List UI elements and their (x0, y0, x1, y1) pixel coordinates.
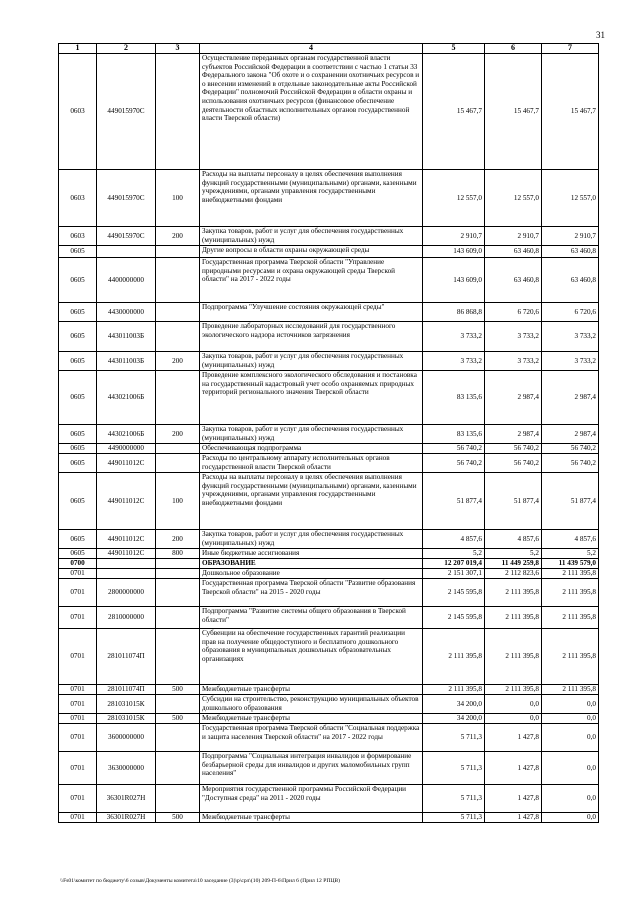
table-row (59, 454, 599, 473)
amount-year1-cell: 83 135,6 (423, 371, 485, 425)
amount-year1-cell: 2 151 307,1 (423, 569, 485, 579)
amount-year2-cell: 2 111 395,8 (485, 685, 542, 695)
item-name-cell: Другие вопросы в области охраны окружающей среды (200, 246, 423, 258)
amount-year1-cell: 3 733,2 (423, 352, 485, 371)
section-code-cell: 0605 (59, 246, 97, 258)
amount-year1-cell: 12 207 019,4 (423, 559, 485, 569)
column-header: 3 (156, 44, 200, 54)
target-article-cell: 449011012С (97, 549, 156, 559)
amount-year2-cell: 2 111 395,8 (485, 607, 542, 629)
section-code-cell: 0701 (59, 695, 97, 714)
table-row (59, 559, 599, 569)
item-name-cell: Дошкольное образование (200, 569, 423, 579)
amount-year2-cell: 2 987,4 (485, 371, 542, 425)
expense-type-cell: 800 (156, 549, 200, 559)
amount-year2-cell: 12 557,0 (485, 170, 542, 227)
amount-year3-cell: 5,2 (542, 549, 599, 559)
item-name-cell: Мероприятия государственной программы Российской Федерации "Доступная среда" на 2011 - 2020 годы (200, 785, 423, 813)
item-name-cell: Закупка товаров, работ и услуг для обеспечения государственных (муниципальных) нужд (200, 425, 423, 444)
amount-year3-cell: 56 740,2 (542, 454, 599, 473)
amount-year3-cell: 2 910,7 (542, 227, 599, 246)
target-article-cell: 449011012С (97, 473, 156, 530)
table-row (59, 607, 599, 629)
amount-year1-cell: 12 557,0 (423, 170, 485, 227)
section-code-cell: 0701 (59, 685, 97, 695)
section-code-cell: 0701 (59, 569, 97, 579)
amount-year3-cell: 6 720,6 (542, 303, 599, 322)
target-article-cell: 443011003Б (97, 322, 156, 352)
table-row (59, 569, 599, 579)
amount-year2-cell: 56 740,2 (485, 454, 542, 473)
expense-type-cell (156, 559, 200, 569)
amount-year3-cell: 2 987,4 (542, 425, 599, 444)
amount-year1-cell: 5 711,3 (423, 752, 485, 785)
expense-type-cell: 100 (156, 473, 200, 530)
amount-year2-cell: 2 987,4 (485, 425, 542, 444)
table-row (59, 227, 599, 246)
section-code-cell: 0701 (59, 579, 97, 607)
target-article-cell: 281031015К (97, 714, 156, 724)
section-code-cell: 0700 (59, 559, 97, 569)
table-row (59, 54, 599, 170)
expense-type-cell (156, 607, 200, 629)
amount-year2-cell: 1 427,8 (485, 813, 542, 823)
amount-year2-cell: 1 427,8 (485, 785, 542, 813)
target-article-cell: 449011012С (97, 454, 156, 473)
expense-type-cell: 200 (156, 227, 200, 246)
expense-type-cell (156, 444, 200, 454)
section-code-cell: 0701 (59, 714, 97, 724)
expense-type-cell: 200 (156, 352, 200, 371)
expense-type-cell: 100 (156, 170, 200, 227)
amount-year3-cell: 63 460,8 (542, 258, 599, 303)
expense-type-cell: 500 (156, 714, 200, 724)
target-article-cell: 449015970С (97, 170, 156, 227)
target-article-cell (97, 559, 156, 569)
column-header: 6 (485, 44, 542, 54)
expense-type-cell: 200 (156, 425, 200, 444)
amount-year1-cell: 2 111 395,8 (423, 685, 485, 695)
section-code-cell: 0605 (59, 352, 97, 371)
amount-year1-cell: 2 111 395,8 (423, 629, 485, 685)
section-code-cell: 0605 (59, 530, 97, 549)
item-name-cell: Государственная программа Тверской области "Социальная поддержка и защита населения Тверской области" на 2017 - 2022 годы (200, 724, 423, 752)
expense-type-cell (156, 371, 200, 425)
table-row (59, 303, 599, 322)
target-article-cell: 281011074П (97, 629, 156, 685)
column-header: 5 (423, 44, 485, 54)
expense-type-cell (156, 246, 200, 258)
item-name-cell: Расходы по центральному аппарату исполнительных органов государственной власти Тверской области (200, 454, 423, 473)
item-name-cell: Проведение лабораторных исследований для государственного экологического надзора источников загрязнения (200, 322, 423, 352)
item-name-cell: Государственная программа Тверской области "Управление природными ресурсами и охрана окружающей среды Тверской области" на 2017 - 2022 годы (200, 258, 423, 303)
item-name-cell: Субсидии на строительство, реконструкцию муниципальных объектов дошкольного образования (200, 695, 423, 714)
amount-year1-cell: 2 145 595,8 (423, 579, 485, 607)
item-name-cell: Подпрограмма "Улучшение состояния окружающей среды" (200, 303, 423, 322)
expense-type-cell (156, 454, 200, 473)
target-article-cell (97, 246, 156, 258)
item-name-cell: Закупка товаров, работ и услуг для обеспечения государственных (муниципальных) нужд (200, 530, 423, 549)
table-row (59, 473, 599, 530)
column-header: 4 (200, 44, 423, 54)
amount-year2-cell: 51 877,4 (485, 473, 542, 530)
expense-type-cell (156, 54, 200, 170)
file-path-footer: \\Fs01\комитет по бюджету\6 созыв\Документы комитета\10 заседание (3)\р\срл\(10) 209-П-6\Прил 6 (Прил 12 РПЦВ) (60, 878, 341, 884)
amount-year3-cell: 0,0 (542, 785, 599, 813)
table-row (59, 813, 599, 823)
table-row (59, 785, 599, 813)
expense-type-cell (156, 785, 200, 813)
amount-year2-cell: 3 733,2 (485, 322, 542, 352)
expense-type-cell (156, 724, 200, 752)
expense-type-cell (156, 752, 200, 785)
table-row (59, 695, 599, 714)
amount-year2-cell: 56 740,2 (485, 444, 542, 454)
budget-table (58, 43, 599, 823)
amount-year3-cell: 0,0 (542, 714, 599, 724)
section-code-cell: 0701 (59, 607, 97, 629)
item-name-cell: Иные бюджетные ассигнования (200, 549, 423, 559)
section-code-cell: 0701 (59, 629, 97, 685)
expense-type-cell: 500 (156, 813, 200, 823)
target-article-cell: 443011003Б (97, 352, 156, 371)
amount-year3-cell: 2 111 395,8 (542, 685, 599, 695)
amount-year1-cell: 4 857,6 (423, 530, 485, 549)
item-name-cell: Подпрограмма "Развитие системы общего образования в Тверской области" (200, 607, 423, 629)
amount-year1-cell: 143 609,0 (423, 246, 485, 258)
amount-year1-cell: 83 135,6 (423, 425, 485, 444)
item-name-cell: Расходы на выплаты персоналу в целях обеспечения выполнения функций государственными (муниципальными) органами, казенными учреждениями, органами управления государственными внебюджетными фондами (200, 170, 423, 227)
table-row (59, 352, 599, 371)
amount-year2-cell: 63 460,8 (485, 258, 542, 303)
amount-year2-cell: 2 111 395,8 (485, 629, 542, 685)
amount-year1-cell: 143 609,0 (423, 258, 485, 303)
amount-year2-cell: 0,0 (485, 714, 542, 724)
section-code-cell: 0701 (59, 813, 97, 823)
amount-year2-cell: 1 427,8 (485, 752, 542, 785)
amount-year3-cell: 2 111 395,8 (542, 629, 599, 685)
section-code-cell: 0701 (59, 752, 97, 785)
amount-year1-cell: 15 467,7 (423, 54, 485, 170)
amount-year2-cell: 4 857,6 (485, 530, 542, 549)
item-name-cell: Подпрограмма "Социальная интеграция инвалидов и формирование безбарьерной среды для инвалидов и других маломобильных групп населения" (200, 752, 423, 785)
target-article-cell: 4400000000 (97, 258, 156, 303)
target-article-cell: 36301R027Н (97, 813, 156, 823)
item-name-cell: ОБРАЗОВАНИЕ (200, 559, 423, 569)
table-row (59, 530, 599, 549)
amount-year2-cell: 3 733,2 (485, 352, 542, 371)
target-article-cell: 443021006Б (97, 425, 156, 444)
amount-year2-cell: 63 460,8 (485, 246, 542, 258)
amount-year2-cell: 1 427,8 (485, 724, 542, 752)
expense-type-cell (156, 695, 200, 714)
column-header: 7 (542, 44, 599, 54)
column-header: 1 (59, 44, 97, 54)
table-row (59, 444, 599, 454)
item-name-cell: Межбюджетные трансферты (200, 813, 423, 823)
column-header: 2 (97, 44, 156, 54)
target-article-cell: 449015970С (97, 227, 156, 246)
section-code-cell: 0605 (59, 549, 97, 559)
amount-year1-cell: 56 740,2 (423, 454, 485, 473)
amount-year3-cell: 11 439 579,0 (542, 559, 599, 569)
amount-year2-cell: 11 449 259,8 (485, 559, 542, 569)
amount-year3-cell: 63 460,8 (542, 246, 599, 258)
amount-year3-cell: 2 111 395,8 (542, 607, 599, 629)
amount-year3-cell: 2 111 395,8 (542, 579, 599, 607)
table-row (59, 322, 599, 352)
table-body (59, 54, 599, 823)
amount-year1-cell: 3 733,2 (423, 322, 485, 352)
item-name-cell: Межбюджетные трансферты (200, 685, 423, 695)
amount-year2-cell: 6 720,6 (485, 303, 542, 322)
table-row (59, 685, 599, 695)
amount-year3-cell: 56 740,2 (542, 444, 599, 454)
target-article-cell: 2810000000 (97, 607, 156, 629)
section-code-cell: 0605 (59, 371, 97, 425)
table-row (59, 549, 599, 559)
target-article-cell (97, 569, 156, 579)
section-code-cell: 0603 (59, 54, 97, 170)
item-name-cell: Межбюджетные трансферты (200, 714, 423, 724)
table-row (59, 246, 599, 258)
section-code-cell: 0605 (59, 473, 97, 530)
amount-year1-cell: 51 877,4 (423, 473, 485, 530)
expense-type-cell: 200 (156, 530, 200, 549)
amount-year1-cell: 5 711,3 (423, 785, 485, 813)
amount-year3-cell: 15 467,7 (542, 54, 599, 170)
amount-year3-cell: 3 733,2 (542, 352, 599, 371)
amount-year1-cell: 2 910,7 (423, 227, 485, 246)
target-article-cell: 4430000000 (97, 303, 156, 322)
expense-type-cell (156, 629, 200, 685)
expense-type-cell (156, 322, 200, 352)
section-code-cell: 0605 (59, 322, 97, 352)
target-article-cell: 2800000000 (97, 579, 156, 607)
section-code-cell: 0605 (59, 454, 97, 473)
amount-year1-cell: 5,2 (423, 549, 485, 559)
amount-year2-cell: 2 910,7 (485, 227, 542, 246)
target-article-cell: 3600000000 (97, 724, 156, 752)
amount-year1-cell: 5 711,3 (423, 813, 485, 823)
amount-year1-cell: 34 200,0 (423, 714, 485, 724)
amount-year1-cell: 56 740,2 (423, 444, 485, 454)
item-name-cell: Расходы на выплаты персоналу в целях обеспечения выполнения функций государственными (муниципальными) органами, казенными учреждениями, органами управления государственными внебюджетными фондами (200, 473, 423, 530)
item-name-cell: Осуществление переданных органам государственной власти субъектов Российской Федерации в соответствии с частью 1 статьи 33 Федерального закона "Об охоте и о сохранении охотничьих ресурсов и о внесении изменений в отдельные законодательные акты Российской Федерации" полномочий Российской Федерации в области охраны и использования охотничьих ресурсов (финансовое обеспечение деятельности областных исполнительных органов государственной власти Тверской области) (200, 54, 423, 170)
expense-type-cell (156, 579, 200, 607)
item-name-cell: Проведение комплексного экологического обследования и постановка на государственный кадастровый учет особо охраняемых природных территорий регионального значения Тверской области (200, 371, 423, 425)
expense-type-cell (156, 258, 200, 303)
item-name-cell: Субвенции на обеспечение государственных гарантий реализации прав на получение общедоступного и бесплатного дошкольного образования в муниципальных дошкольных образовательных организациях (200, 629, 423, 685)
section-code-cell: 0605 (59, 444, 97, 454)
section-code-cell: 0605 (59, 425, 97, 444)
amount-year1-cell: 86 868,8 (423, 303, 485, 322)
table-row (59, 425, 599, 444)
table-row (59, 170, 599, 227)
column-numbers-row (59, 44, 599, 54)
target-article-cell: 36301R027Н (97, 785, 156, 813)
amount-year3-cell: 0,0 (542, 752, 599, 785)
item-name-cell: Закупка товаров, работ и услуг для обеспечения государственных (муниципальных) нужд (200, 352, 423, 371)
section-code-cell: 0605 (59, 303, 97, 322)
target-article-cell: 449015970С (97, 54, 156, 170)
table-row (59, 752, 599, 785)
amount-year3-cell: 12 557,0 (542, 170, 599, 227)
section-code-cell: 0603 (59, 227, 97, 246)
expense-type-cell (156, 303, 200, 322)
amount-year1-cell: 34 200,0 (423, 695, 485, 714)
amount-year3-cell: 2 111 395,8 (542, 569, 599, 579)
amount-year2-cell: 15 467,7 (485, 54, 542, 170)
amount-year3-cell: 51 877,4 (542, 473, 599, 530)
amount-year2-cell: 2 112 823,6 (485, 569, 542, 579)
page-number: 31 (596, 30, 605, 40)
amount-year3-cell: 0,0 (542, 813, 599, 823)
item-name-cell: Государственная программа Тверской области "Развитие образования Тверской области" на 2015 - 2020 годы (200, 579, 423, 607)
section-code-cell: 0701 (59, 785, 97, 813)
target-article-cell: 449011012С (97, 530, 156, 549)
amount-year3-cell: 4 857,6 (542, 530, 599, 549)
amount-year3-cell: 0,0 (542, 724, 599, 752)
amount-year3-cell: 3 733,2 (542, 322, 599, 352)
amount-year2-cell: 2 111 395,8 (485, 579, 542, 607)
table-row (59, 258, 599, 303)
table-row (59, 724, 599, 752)
target-article-cell: 3630000000 (97, 752, 156, 785)
section-code-cell: 0605 (59, 258, 97, 303)
expense-type-cell: 500 (156, 685, 200, 695)
expense-type-cell (156, 569, 200, 579)
table-row (59, 629, 599, 685)
target-article-cell: 281031015К (97, 695, 156, 714)
amount-year2-cell: 5,2 (485, 549, 542, 559)
amount-year2-cell: 0,0 (485, 695, 542, 714)
table-row (59, 714, 599, 724)
item-name-cell: Обеспечивающая подпрограмма (200, 444, 423, 454)
target-article-cell: 4490000000 (97, 444, 156, 454)
amount-year1-cell: 2 145 595,8 (423, 607, 485, 629)
target-article-cell: 443021006Б (97, 371, 156, 425)
section-code-cell: 0701 (59, 724, 97, 752)
amount-year3-cell: 2 987,4 (542, 371, 599, 425)
item-name-cell: Закупка товаров, работ и услуг для обеспечения государственных (муниципальных) нужд (200, 227, 423, 246)
table-row (59, 579, 599, 607)
amount-year1-cell: 5 711,3 (423, 724, 485, 752)
table-row (59, 371, 599, 425)
target-article-cell: 281011074П (97, 685, 156, 695)
amount-year3-cell: 0,0 (542, 695, 599, 714)
section-code-cell: 0603 (59, 170, 97, 227)
